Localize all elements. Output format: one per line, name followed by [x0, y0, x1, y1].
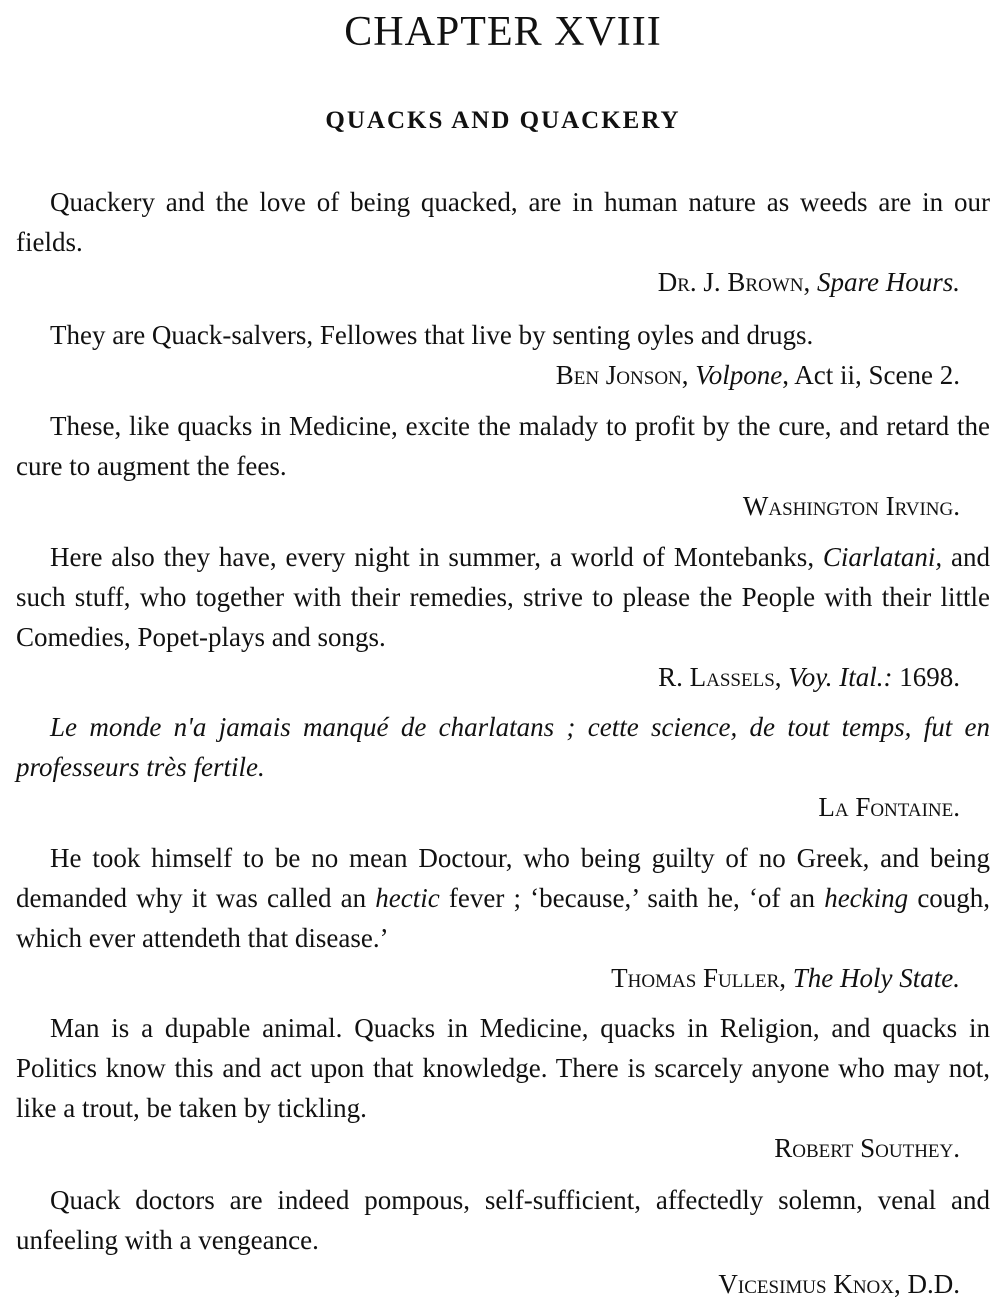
quote-text: Quack doctors are indeed pompous, self-sufficient, affectedly solemn, venal and unfeeling with a vengeance.: [16, 1185, 990, 1255]
quote-text-italic: Ciarlatani,: [822, 542, 943, 572]
quote-attribution: [16, 486, 990, 526]
quote-block: [16, 182, 990, 302]
quote-attribution: Thomas Fuller, The Holy State.: [611, 963, 960, 993]
quote-text: They are Quack-salvers, Fellowes that live by senting oyles and drugs.: [50, 320, 814, 350]
quote-author: La Fontaine.: [818, 792, 960, 822]
quote-text: Le monde n'a jamais manqué de charlatans ; cette science, de tout temps, fut en professeurs très fertile.: [16, 712, 990, 782]
quote-source-detail: Act ii, Scene 2.: [794, 360, 960, 390]
quote-text-part: Here also they have, every night in summer, a world of Montebanks,: [50, 542, 815, 572]
chapter-subtitle: QUACKS AND QUACKERY: [325, 107, 681, 134]
quote-author-suffix: D.D.: [907, 1269, 960, 1299]
quote-text-part: and such stuff, who together with their remedies, strive to please the People with their little Comedies, Popet-plays and songs.: [16, 542, 990, 652]
quote-text-part: He took himself to be no mean Doctour, who being guilty of no Greek, and being demanded why it was called an: [16, 843, 990, 913]
quote-text: Quackery and the love of being quacked, are in human nature as weeds are in our fields.: [16, 187, 990, 257]
quote-source: The Holy State.: [792, 963, 960, 993]
quote-author: Dr. J. Brown: [657, 267, 804, 297]
quote-block: [16, 537, 990, 697]
quote-attribution: Dr. J. Brown, Spare Hours.: [657, 267, 960, 297]
quote-author: Washington Irving.: [742, 491, 960, 521]
quote-attribution: [16, 1128, 990, 1168]
quote-attribution: Vicesimus Knox, D.D.: [718, 1269, 960, 1299]
quote-block: [16, 1008, 990, 1168]
quote-text: [16, 838, 990, 958]
quote-author: R. Lassels: [658, 662, 775, 692]
quote-attribution: Ben Jonson, Volpone, Act ii, Scene 2.: [555, 360, 960, 390]
quote-text-italic: hecking: [824, 883, 909, 913]
quote-source: Spare Hours.: [816, 267, 960, 297]
quote-text-italic: hectic: [375, 883, 440, 913]
quote-text: Man is a dupable animal. Quacks in Medicine, quacks in Religion, and quacks in Politics know this and act upon that knowledge. There is scarcely anyone who may not, like a trout, be taken by tickling.: [16, 1013, 990, 1123]
quote-block: [16, 707, 990, 827]
quote-text-part: cough, which ever attendeth that disease.’: [16, 883, 991, 953]
quote-author: Ben Jonson: [555, 360, 682, 390]
quote-author: Vicesimus Knox: [718, 1269, 894, 1299]
quote-text: These, like quacks in Medicine, excite the malady to profit by the cure, and retard the cure to augment the fees.: [16, 411, 990, 481]
quote-block: [16, 1180, 990, 1304]
quote-text: [16, 537, 990, 657]
quote-block: [16, 838, 990, 998]
quote-source-detail: 1698.: [899, 662, 960, 692]
quote-text-part: fever ; ‘because,’ saith he, ‘of an: [448, 883, 816, 913]
quote-author: Thomas Fuller: [611, 963, 780, 993]
chapter-title: CHAPTER XVIII: [344, 9, 662, 55]
quote-block: [16, 406, 990, 526]
quote-attribution: [16, 787, 990, 827]
quote-source: Volpone: [695, 360, 783, 390]
quote-attribution: R. Lassels, Voy. Ital.: 1698.: [658, 662, 960, 692]
quote-source: Voy. Ital.:: [788, 662, 893, 692]
quote-block: [16, 315, 990, 395]
quote-author: Robert Southey.: [774, 1133, 960, 1163]
